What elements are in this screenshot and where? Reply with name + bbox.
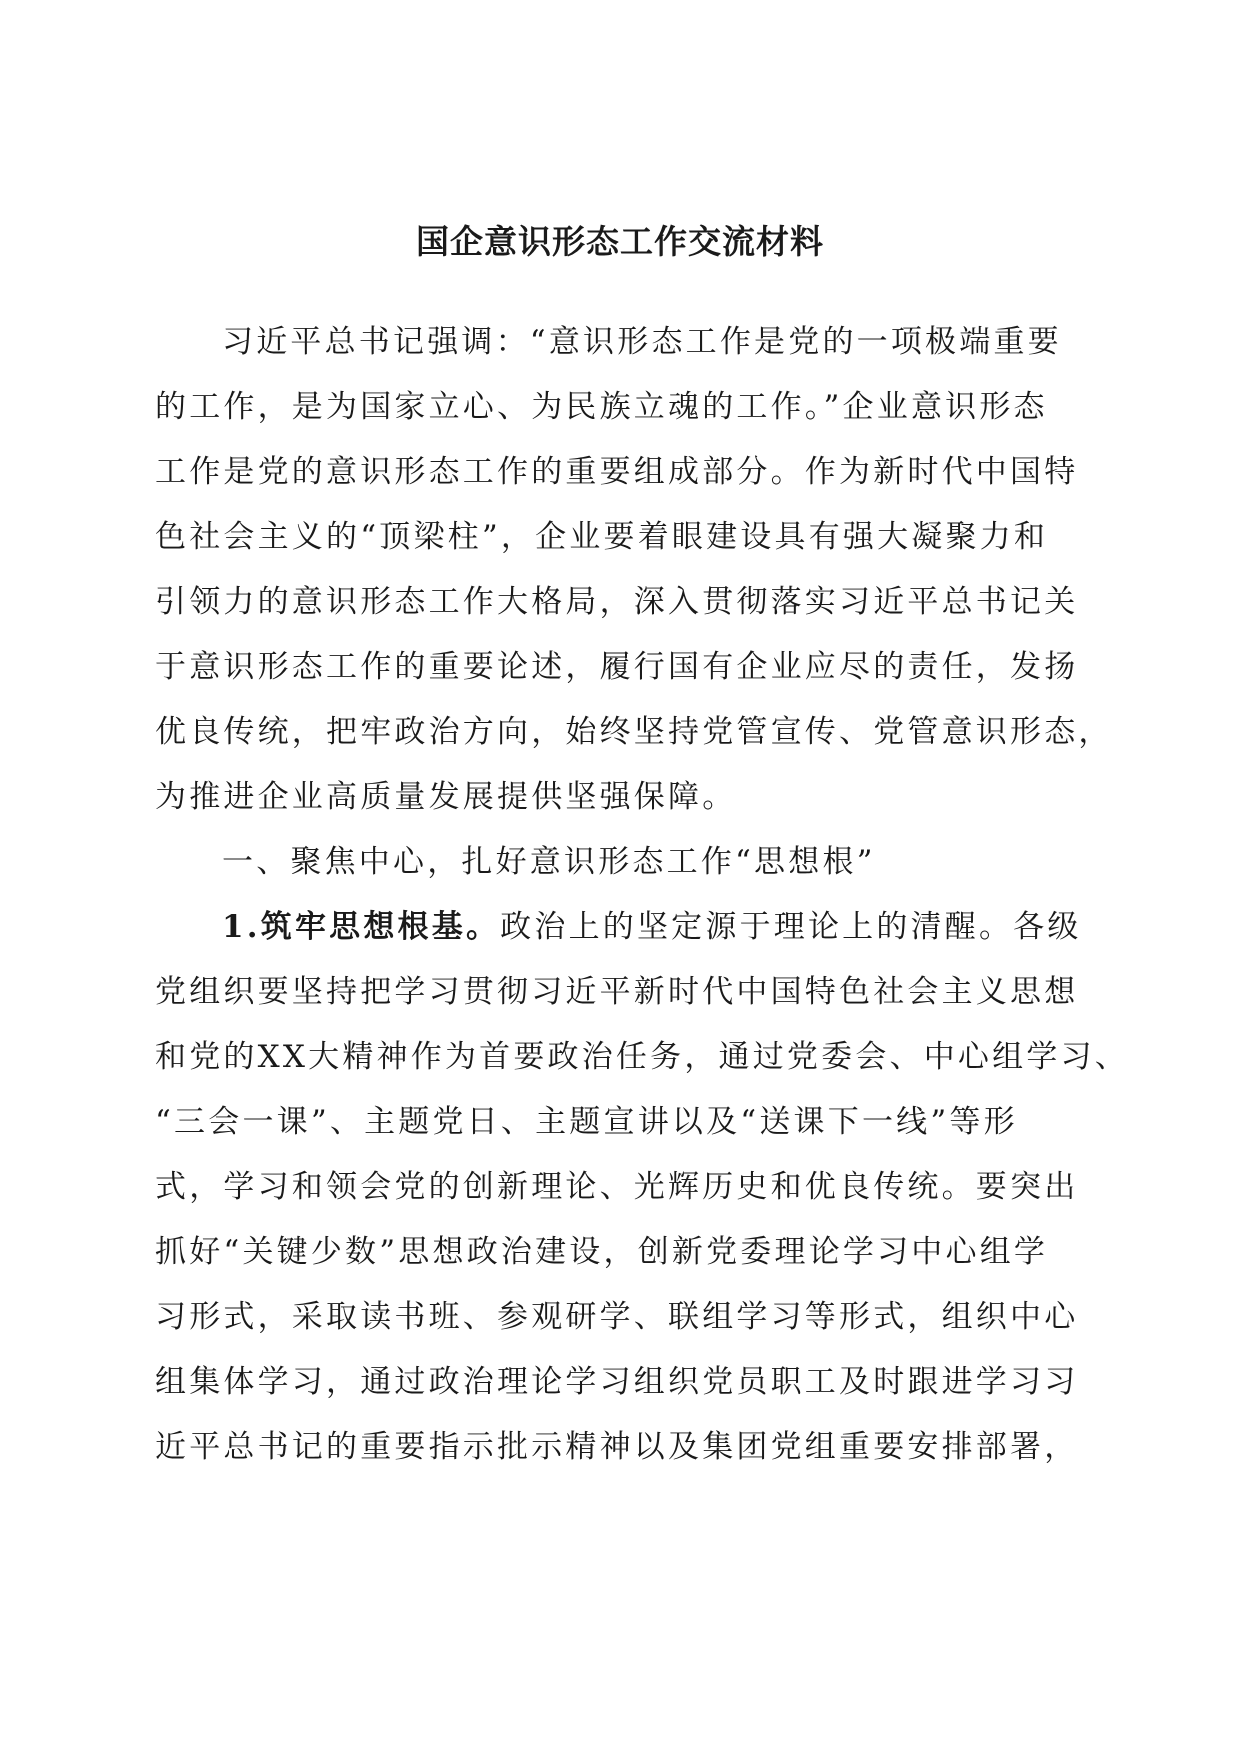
paragraph-line: 为推进企业高质量发展提供坚强保障。 xyxy=(155,779,737,815)
paragraph-line: 工作是党的意识形态工作的重要组成部分。作为新时代中国特 xyxy=(155,454,1079,490)
paragraph-line: “三会一课”、主题党日、主题宣讲以及“送课下一线”等形 xyxy=(155,1104,1018,1140)
paragraph-text: 政治上的坚定源于理论上的清醒。各级 xyxy=(500,909,1082,945)
paragraph-line: 色社会主义的“顶梁柱”，企业要着眼建设具有强大凝聚力和 xyxy=(155,519,1049,555)
section-heading: 一、聚焦中心，扎好意识形态工作“思想根” xyxy=(222,844,876,880)
paragraph-line: 式，学习和领会党的创新理论、光辉历史和优良传统。要突出 xyxy=(155,1169,1079,1205)
paragraph-line: 抓好“关键少数”思想政治建设，创新党委理论学习中心组学 xyxy=(155,1234,1049,1270)
paragraph-line: 习近平总书记强调：“意识形态工作是党的一项极端重要 xyxy=(222,324,1062,360)
paragraph-line: 的工作，是为国家立心、为民族立魂的工作。”企业意识形态 xyxy=(155,389,1048,425)
paragraph-line xyxy=(222,907,1082,947)
subsection-heading: 1.筑牢思想根基。 xyxy=(222,909,501,945)
document-title: 国企意识形态工作交流材料 xyxy=(416,222,824,261)
paragraph-line: 和党的XX大精神作为首要政治任务，通过党委会、中心组学习、 xyxy=(155,1039,1129,1075)
paragraph-line: 党组织要坚持把学习贯彻习近平新时代中国特色社会主义思想 xyxy=(155,974,1079,1010)
paragraph-line: 习形式，采取读书班、参观研学、联组学习等形式，组织中心 xyxy=(155,1299,1079,1335)
paragraph-line: 引领力的意识形态工作大格局，深入贯彻落实习近平总书记关 xyxy=(155,584,1079,620)
paragraph-line: 组集体学习，通过政治理论学习组织党员职工及时跟进学习习 xyxy=(155,1364,1079,1400)
paragraph-line: 近平总书记的重要指示批示精神以及集团党组重要安排部署， xyxy=(155,1429,1079,1465)
paragraph-line: 于意识形态工作的重要论述，履行国有企业应尽的责任，发扬 xyxy=(155,649,1079,685)
paragraph-line: 优良传统，把牢政治方向，始终坚持党管宣传、党管意识形态， xyxy=(155,714,1113,750)
